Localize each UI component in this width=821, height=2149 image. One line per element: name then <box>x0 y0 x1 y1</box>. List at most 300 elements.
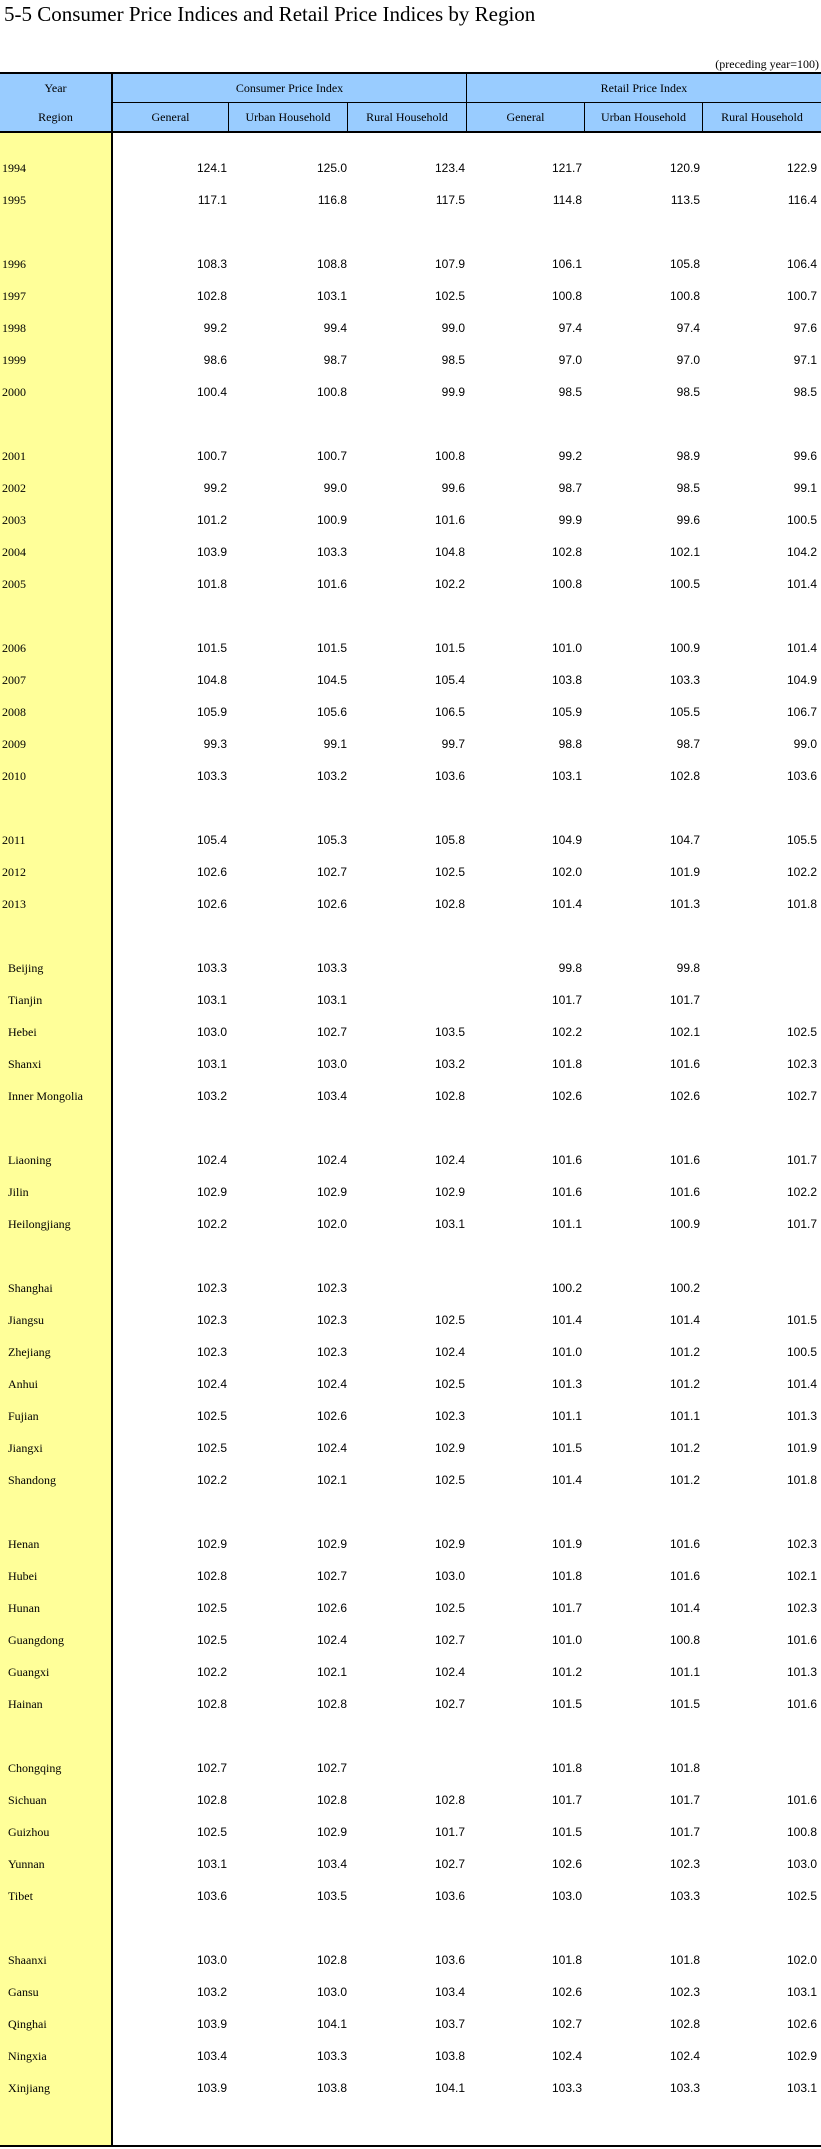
table-row <box>0 734 821 754</box>
table-cell: 103.9 <box>196 2081 227 2095</box>
table-cell: 102.4 <box>316 1441 347 1455</box>
table-cell: 100.8 <box>669 289 700 303</box>
table-cell: 100.7 <box>786 289 817 303</box>
table-cell: 103.8 <box>316 2081 347 2095</box>
table-cell: 101.5 <box>434 641 465 655</box>
table-row <box>0 1054 821 1074</box>
table-cell: 101.0 <box>551 1633 582 1647</box>
table-cell: 101.2 <box>669 1345 700 1359</box>
table-cell <box>350 990 465 1010</box>
table-cell: 101.4 <box>551 1313 582 1327</box>
table-cell: 102.7 <box>316 1025 347 1039</box>
table-cell: 102.0 <box>316 1217 347 1231</box>
table-cell: 100.8 <box>786 1825 817 1839</box>
table-cell: 102.7 <box>551 2017 582 2031</box>
row-year-label: 2013 <box>2 897 26 911</box>
header-cpi-general: General <box>151 109 190 124</box>
table-row <box>0 1886 821 1906</box>
table-cell: 101.6 <box>316 577 347 591</box>
row-region-label: Shandong <box>8 1473 56 1487</box>
table-cell: 102.8 <box>316 1953 347 1967</box>
table-cell: 102.3 <box>786 1057 817 1071</box>
row-region-label: Shanxi <box>8 1057 42 1071</box>
table-row <box>0 1310 821 1330</box>
table-cell: 102.6 <box>316 897 347 911</box>
table-cell: 102.4 <box>316 1153 347 1167</box>
table-row <box>0 190 821 210</box>
table-cell: 102.0 <box>786 1953 817 1967</box>
table-cell: 101.4 <box>786 641 817 655</box>
table-cell: 101.4 <box>551 1473 582 1487</box>
table-cell: 102.1 <box>669 1025 700 1039</box>
table-row <box>0 1598 821 1618</box>
table-cell: 102.6 <box>551 1857 582 1871</box>
table-cell: 101.5 <box>786 1313 817 1327</box>
table-cell: 103.2 <box>196 1089 227 1103</box>
table-row <box>0 1342 821 1362</box>
table-cell: 103.3 <box>316 961 347 975</box>
table-cell: 101.6 <box>669 1153 700 1167</box>
row-region-label: Chongqing <box>8 1761 62 1775</box>
table-row <box>0 862 821 882</box>
table-cell: 99.1 <box>323 737 347 751</box>
table-cell: 101.6 <box>669 1057 700 1071</box>
header-rpi-rural: Rural Household <box>721 109 803 124</box>
table-row <box>0 1470 821 1490</box>
table-cell: 102.3 <box>316 1313 347 1327</box>
table-cell: 122.9 <box>786 161 817 175</box>
table-cell: 121.7 <box>551 161 582 175</box>
table-row <box>0 670 821 690</box>
table-row <box>0 286 821 306</box>
table-cell: 102.4 <box>551 2049 582 2063</box>
table-row <box>0 478 821 498</box>
table-row <box>0 1630 821 1650</box>
table-row <box>0 1566 821 1586</box>
row-year-label: 2010 <box>2 769 26 783</box>
table-cell: 97.4 <box>676 321 700 335</box>
row-region-label: Zhejiang <box>8 1345 51 1359</box>
table-cell: 101.6 <box>434 513 465 527</box>
table-cell: 107.9 <box>434 257 465 271</box>
row-region-label: Beijing <box>8 961 44 975</box>
table-row <box>0 766 821 786</box>
table-cell: 102.8 <box>434 1089 465 1103</box>
table-cell: 101.5 <box>196 641 227 655</box>
table-cell: 101.0 <box>551 1345 582 1359</box>
table-row <box>0 1086 821 1106</box>
table-cell: 102.9 <box>434 1185 465 1199</box>
row-year-label: 2007 <box>2 673 26 687</box>
table-cell: 103.6 <box>434 1953 465 1967</box>
table-cell: 103.5 <box>434 1025 465 1039</box>
table-cell: 101.8 <box>669 1761 700 1775</box>
table-cell: 123.4 <box>434 161 465 175</box>
table-cell: 97.6 <box>793 321 817 335</box>
table-cell: 101.2 <box>669 1473 700 1487</box>
table-cell: 101.6 <box>786 1633 817 1647</box>
table-cell: 102.7 <box>316 1569 347 1583</box>
table-cell: 102.4 <box>316 1377 347 1391</box>
table-cell: 102.3 <box>316 1281 347 1295</box>
table-cell: 114.8 <box>552 193 582 207</box>
row-year-label: 2011 <box>2 833 26 847</box>
table-cell <box>350 1278 465 1298</box>
table-row <box>0 510 821 530</box>
table-cell: 103.3 <box>316 2049 347 2063</box>
table-cell: 101.3 <box>786 1665 817 1679</box>
table-cell: 100.4 <box>196 385 227 399</box>
table-row <box>0 1854 821 1874</box>
table-cell: 102.8 <box>196 1793 227 1807</box>
table-cell: 102.2 <box>434 577 465 591</box>
header-cpi-urban: Urban Household <box>245 109 331 124</box>
table-cell: 103.0 <box>786 1857 817 1871</box>
table-cell: 103.1 <box>434 1217 465 1231</box>
table-cell: 101.8 <box>551 1569 582 1583</box>
table-row <box>0 350 821 370</box>
table-cell: 105.9 <box>551 705 582 719</box>
table-cell: 106.4 <box>786 257 817 271</box>
table-cell: 101.2 <box>196 513 227 527</box>
table-cell: 98.5 <box>558 385 582 399</box>
table-row <box>0 2078 821 2098</box>
table-row <box>0 1534 821 1554</box>
table-cell: 99.1 <box>793 481 817 495</box>
table-row <box>0 2014 821 2034</box>
row-year-label: 2003 <box>2 513 26 527</box>
header-col-divider <box>702 103 703 131</box>
table-cell: 104.5 <box>316 673 347 687</box>
table-cell: 104.1 <box>316 2017 347 2031</box>
table-row <box>0 1278 821 1298</box>
table-cell: 106.7 <box>786 705 817 719</box>
table-cell: 97.1 <box>793 353 817 367</box>
table-cell: 102.6 <box>196 865 227 879</box>
row-region-label: Guizhou <box>8 1825 50 1839</box>
table-cell: 101.6 <box>786 1793 817 1807</box>
table-cell: 102.3 <box>786 1601 817 1615</box>
table-cell: 102.8 <box>196 289 227 303</box>
row-region-label: Guangdong <box>8 1633 64 1647</box>
row-year-label: 1996 <box>2 257 26 271</box>
table-cell: 102.8 <box>316 1697 347 1711</box>
table-cell: 101.7 <box>551 993 582 1007</box>
table-cell: 100.9 <box>669 641 700 655</box>
table-cell: 104.8 <box>434 545 465 559</box>
table-cell: 102.7 <box>196 1761 227 1775</box>
table-cell: 102.7 <box>434 1697 465 1711</box>
table-row <box>0 1790 821 1810</box>
table-cell: 99.8 <box>676 961 700 975</box>
table-cell: 101.4 <box>669 1601 700 1615</box>
table-cell: 98.7 <box>676 737 700 751</box>
table-cell: 104.1 <box>434 2081 465 2095</box>
table-cell: 102.9 <box>316 1185 347 1199</box>
table-cell: 103.4 <box>316 1857 347 1871</box>
table-cell: 100.8 <box>551 577 582 591</box>
table-cell: 103.6 <box>434 1889 465 1903</box>
table-cell: 101.4 <box>551 897 582 911</box>
row-region-label: Tianjin <box>8 993 43 1007</box>
table-cell: 98.9 <box>676 449 700 463</box>
header-year: Year <box>44 80 67 95</box>
table-cell: 101.7 <box>434 1825 465 1839</box>
label-column-background <box>0 133 111 2145</box>
table-cell: 103.0 <box>551 1889 582 1903</box>
row-region-label: Yunnan <box>8 1857 45 1871</box>
table-cell: 103.3 <box>669 2081 700 2095</box>
header-bottom-rule <box>0 131 821 133</box>
table-cell: 102.1 <box>316 1473 347 1487</box>
table-row <box>0 1406 821 1426</box>
table-cell: 105.4 <box>434 673 465 687</box>
table-row <box>0 830 821 850</box>
header-group-divider <box>466 74 467 131</box>
table-cell: 103.1 <box>196 993 227 1007</box>
table-cell: 108.8 <box>316 257 347 271</box>
table-cell: 102.9 <box>316 1825 347 1839</box>
table-cell: 101.8 <box>669 1953 700 1967</box>
table-cell: 105.9 <box>196 705 227 719</box>
table-row <box>0 1662 821 1682</box>
row-region-label: Liaoning <box>8 1153 52 1167</box>
table-cell: 101.7 <box>551 1793 582 1807</box>
table-cell: 103.0 <box>434 1569 465 1583</box>
header-cpi-rural: Rural Household <box>366 109 448 124</box>
table-cell: 101.7 <box>786 1217 817 1231</box>
table-cell: 102.5 <box>786 1889 817 1903</box>
header-rpi-urban: Urban Household <box>601 109 686 124</box>
table-cell: 98.6 <box>203 353 227 367</box>
row-year-label: 2006 <box>2 641 26 655</box>
table-cell: 101.2 <box>669 1441 700 1455</box>
table-cell: 103.9 <box>196 2017 227 2031</box>
row-year-label: 1995 <box>2 193 26 207</box>
table-cell: 102.2 <box>196 1217 227 1231</box>
table-cell: 103.3 <box>316 545 347 559</box>
row-year-label: 1998 <box>2 321 26 335</box>
table-cell: 100.5 <box>786 1345 817 1359</box>
table-cell: 101.6 <box>669 1569 700 1583</box>
table-cell: 99.3 <box>203 737 227 751</box>
row-region-label: Anhui <box>8 1377 38 1391</box>
table-cell: 101.8 <box>786 897 817 911</box>
table-cell: 101.8 <box>786 1473 817 1487</box>
table-cell: 101.7 <box>669 993 700 1007</box>
table-cell: 102.3 <box>196 1345 227 1359</box>
table-header <box>0 74 821 132</box>
table-cell: 103.6 <box>786 769 817 783</box>
table-cell: 102.9 <box>316 1537 347 1551</box>
table-cell: 99.2 <box>203 321 227 335</box>
table-cell: 101.9 <box>669 865 700 879</box>
table-cell <box>703 958 817 978</box>
table-cell: 102.4 <box>196 1377 227 1391</box>
table-cell: 101.5 <box>669 1697 700 1711</box>
table-cell: 97.0 <box>676 353 700 367</box>
table-cell: 102.5 <box>434 1313 465 1327</box>
table-cell: 98.8 <box>558 737 582 751</box>
table-cell: 103.5 <box>316 1889 347 1903</box>
table-cell: 100.8 <box>316 385 347 399</box>
table-cell: 101.0 <box>551 641 582 655</box>
table-cell: 102.3 <box>786 1537 817 1551</box>
table-cell: 103.2 <box>316 769 347 783</box>
row-region-label: Sichuan <box>8 1793 47 1807</box>
row-year-label: 2012 <box>2 865 26 879</box>
table-cell: 102.5 <box>196 1825 227 1839</box>
table-row <box>0 702 821 722</box>
table-cell: 101.4 <box>786 1377 817 1391</box>
header-rpi-group: Retail Price Index <box>600 80 688 95</box>
table-cell: 99.0 <box>441 321 465 335</box>
table-cell: 102.3 <box>196 1313 227 1327</box>
row-year-label: 1999 <box>2 353 26 367</box>
table-cell: 102.3 <box>669 1985 700 1999</box>
row-region-label: Hubei <box>8 1569 38 1583</box>
table-cell: 102.4 <box>434 1345 465 1359</box>
table-cell: 101.1 <box>551 1409 582 1423</box>
row-region-label: Guangxi <box>8 1665 50 1679</box>
row-region-label: Hunan <box>8 1601 40 1615</box>
page-title: 5-5 Consumer Price Indices and Retail Price Indices by Region <box>4 2 536 26</box>
row-region-label: Jiangsu <box>8 1313 44 1327</box>
table-cell: 101.6 <box>551 1185 582 1199</box>
row-region-label: Jilin <box>8 1185 29 1199</box>
table-cell: 102.2 <box>786 1185 817 1199</box>
table-cell: 102.4 <box>669 2049 700 2063</box>
row-region-label: Tibet <box>8 1889 33 1903</box>
table-row <box>0 574 821 594</box>
table-cell: 101.6 <box>669 1537 700 1551</box>
header-cpi-group: Consumer Price Index <box>235 80 344 95</box>
table-cell: 117.5 <box>435 193 465 207</box>
table-cell: 103.0 <box>196 1953 227 1967</box>
table-cell: 100.2 <box>669 1281 700 1295</box>
table-cell <box>703 1758 817 1778</box>
table-cell: 103.6 <box>196 1889 227 1903</box>
table-cell: 102.9 <box>434 1537 465 1551</box>
table-row <box>0 446 821 466</box>
row-region-label: Qinghai <box>8 2017 47 2031</box>
table-cell: 103.1 <box>786 2081 817 2095</box>
table-cell: 104.9 <box>551 833 582 847</box>
table-cell: 101.8 <box>551 1761 582 1775</box>
table-cell: 103.1 <box>316 993 347 1007</box>
table-cell: 105.5 <box>669 705 700 719</box>
table-cell: 99.6 <box>441 481 465 495</box>
table-cell: 106.5 <box>434 705 465 719</box>
table-cell: 102.4 <box>196 1153 227 1167</box>
table-row <box>0 1982 821 2002</box>
table-cell: 103.3 <box>669 1889 700 1903</box>
table-cell: 103.0 <box>316 1985 347 1999</box>
table-cell: 101.5 <box>551 1697 582 1711</box>
table-cell: 102.5 <box>434 865 465 879</box>
row-year-label: 2002 <box>2 481 26 495</box>
table-cell: 101.5 <box>551 1441 582 1455</box>
table-cell: 102.8 <box>434 1793 465 1807</box>
table-cell: 102.6 <box>551 1985 582 1999</box>
table-cell: 101.1 <box>669 1409 700 1423</box>
table-cell: 102.7 <box>316 865 347 879</box>
table-cell: 102.4 <box>316 1633 347 1647</box>
table-row <box>0 1022 821 1042</box>
table-cell: 103.3 <box>196 961 227 975</box>
table-cell: 101.4 <box>786 577 817 591</box>
table-cell: 99.4 <box>323 321 347 335</box>
table-cell: 100.5 <box>669 577 700 591</box>
table-cell: 103.1 <box>196 1057 227 1071</box>
table-row <box>0 1758 821 1778</box>
table-cell: 98.5 <box>676 385 700 399</box>
table-cell: 99.8 <box>558 961 582 975</box>
table-cell: 104.8 <box>196 673 227 687</box>
table-cell: 100.9 <box>316 513 347 527</box>
table-cell: 102.7 <box>434 1633 465 1647</box>
table-cell: 100.8 <box>434 449 465 463</box>
row-region-label: Gansu <box>8 1985 39 1999</box>
table-cell: 102.6 <box>551 1089 582 1103</box>
table-cell: 103.3 <box>551 2081 582 2095</box>
table-cell: 98.7 <box>558 481 582 495</box>
table-cell: 99.6 <box>793 449 817 463</box>
table-cell: 106.1 <box>551 257 582 271</box>
table-cell: 102.1 <box>316 1665 347 1679</box>
table-cell: 105.5 <box>786 833 817 847</box>
table-cell: 101.7 <box>669 1825 700 1839</box>
table-cell: 103.0 <box>316 1057 347 1071</box>
table-cell: 102.7 <box>434 1857 465 1871</box>
table-cell: 99.0 <box>793 737 817 751</box>
table-cell: 102.5 <box>786 1025 817 1039</box>
table-cell: 102.7 <box>786 1089 817 1103</box>
table-cell: 102.9 <box>196 1537 227 1551</box>
table-cell: 102.6 <box>196 897 227 911</box>
table-row <box>0 254 821 274</box>
table-cell: 104.2 <box>786 545 817 559</box>
table-cell: 102.8 <box>669 769 700 783</box>
table-cell: 102.3 <box>316 1345 347 1359</box>
row-region-label: Heilongjiang <box>8 1217 71 1231</box>
table-cell: 103.3 <box>669 673 700 687</box>
row-year-label: 2005 <box>2 577 26 591</box>
table-cell: 98.5 <box>793 385 817 399</box>
table-cell: 102.1 <box>786 1569 817 1583</box>
header-region: Region <box>38 109 73 124</box>
row-year-label: 2008 <box>2 705 26 719</box>
table-cell: 101.8 <box>551 1057 582 1071</box>
table-cell: 101.2 <box>669 1377 700 1391</box>
table-cell: 101.7 <box>551 1601 582 1615</box>
table-cell: 102.2 <box>196 1665 227 1679</box>
table-cell: 100.5 <box>786 513 817 527</box>
table-cell: 102.6 <box>316 1601 347 1615</box>
table-cell: 103.1 <box>196 1857 227 1871</box>
table-cell: 101.7 <box>669 1793 700 1807</box>
table-cell: 101.8 <box>196 577 227 591</box>
table-cell: 99.9 <box>441 385 465 399</box>
table-cell: 101.6 <box>786 1697 817 1711</box>
table-cell: 102.3 <box>434 1409 465 1423</box>
table-cell: 102.5 <box>196 1409 227 1423</box>
table-cell: 103.4 <box>316 1089 347 1103</box>
table-cell: 101.9 <box>551 1537 582 1551</box>
table-cell: 97.0 <box>558 353 582 367</box>
table-cell: 99.6 <box>676 513 700 527</box>
table-cell: 102.8 <box>316 1793 347 1807</box>
